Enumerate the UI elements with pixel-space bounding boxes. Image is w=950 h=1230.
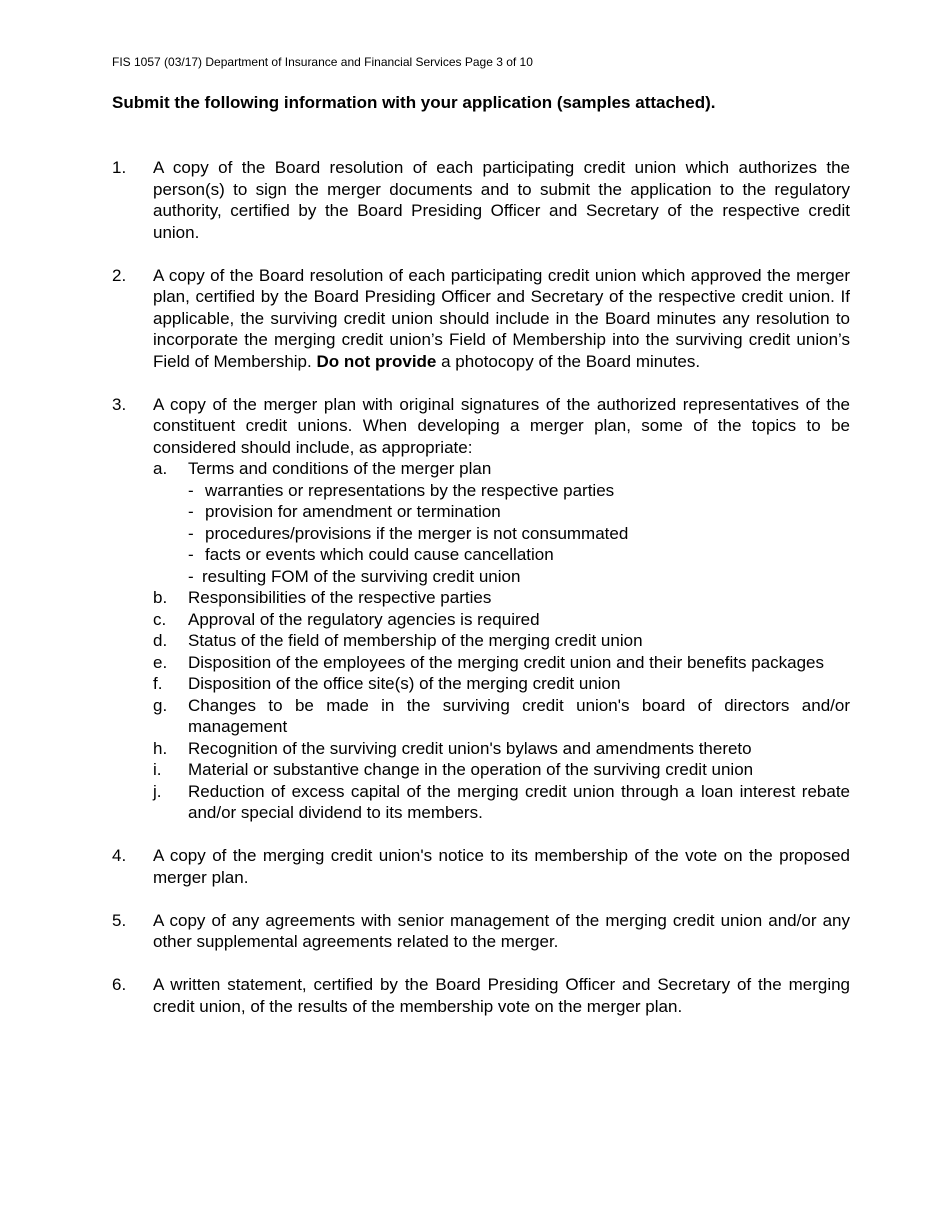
dash-item	[188, 544, 850, 566]
dash-item-text: resulting FOM of the surviving credit union	[202, 566, 521, 586]
sub-item-letter: g.	[153, 695, 168, 715]
sub-item-letter: e.	[153, 652, 168, 672]
sub-item-text: Disposition of the office site(s) of the merging credit union	[188, 674, 621, 693]
dash-item-text: facts or events which could cause cancellation	[205, 545, 554, 564]
dash-bullet: -	[188, 480, 194, 500]
sub-item-text: Responsibilities of the respective parties	[188, 588, 492, 607]
item-number: 4.	[112, 846, 127, 865]
sub-item-letter: h.	[153, 738, 168, 758]
instructions-heading: Submit the following information with your application (samples attached).	[112, 93, 716, 112]
dash-item	[188, 501, 850, 523]
sub-item-letter: a.	[153, 459, 168, 478]
list-item	[112, 157, 850, 243]
list-item	[112, 974, 850, 1017]
sub-item-letter: d.	[153, 631, 168, 650]
item-number: 6.	[112, 975, 127, 994]
emphasis-text: Do not provide	[316, 351, 437, 371]
requirements-list	[112, 157, 850, 1039]
sub-list-item	[153, 781, 850, 824]
dash-item	[188, 480, 850, 502]
sub-item-text: Material or substantive change in the operation of the surviving credit union	[188, 760, 754, 779]
item-number: 5.	[112, 910, 127, 930]
sub-item-text: Disposition of the employees of the merging credit union and their benefits packages	[188, 652, 824, 672]
sub-item-text: Recognition of the surviving credit union's bylaws and amendments thereto	[188, 738, 752, 758]
sub-list-item	[153, 630, 850, 652]
item-text: A copy of any agreements with senior management of the merging credit union and/or any other supplemental agreements related to the merger.	[153, 910, 850, 951]
item-number: 1.	[112, 158, 127, 177]
sub-list-item	[153, 609, 850, 631]
sub-item-text: Reduction of excess capital of the merging credit union through a loan interest rebate and/or special dividend to its members.	[188, 781, 850, 822]
item-number: 2.	[112, 265, 127, 285]
sub-list-item	[153, 458, 850, 587]
item-text: A copy of the Board resolution of each participating credit union which authorizes the person(s) to sign the merger documents and to submit the application to the regulatory authority, certified by the Board Presiding Officer and Secretary of the respective credit union.	[153, 158, 850, 242]
sub-list-item	[153, 695, 850, 738]
dash-item	[188, 523, 850, 545]
item-text-part: a photocopy of the Board minutes.	[436, 351, 701, 371]
sub-item-letter: f.	[153, 674, 163, 693]
dash-bullet: -	[188, 566, 194, 586]
dash-item-text: warranties or representations by the respective parties	[205, 480, 615, 500]
sub-list-item	[153, 652, 850, 674]
item-text: A copy of the merging credit union's notice to its membership of the vote on the proposed merger plan.	[153, 846, 850, 887]
list-item	[112, 265, 850, 373]
item-text-part: A copy of the Board resolution of each participating credit union which approved the merger plan, certified by the Board Presiding Officer and Secretary of the respective credit union. If applicable, the surviving credit union should include in the Board minutes any resolution to incorporate the merging credit union’s Field of Membership into the surviving credit union’s Field of Membership.	[153, 265, 850, 371]
sub-item-text: Changes to be made in the surviving credit union's board of directors and/or management	[188, 695, 850, 736]
sub-item-letter: j.	[153, 781, 162, 801]
list-item	[112, 394, 850, 824]
sub-item-letter: b.	[153, 588, 168, 607]
sub-item-letter: i.	[153, 760, 162, 779]
dash-bullet: -	[188, 545, 194, 564]
terms-detail-list	[188, 480, 850, 588]
dash-bullet: -	[188, 502, 194, 521]
sub-item-text: Approval of the regulatory agencies is required	[188, 609, 540, 629]
list-item	[112, 910, 850, 953]
sub-item-letter: c.	[153, 609, 167, 629]
dash-bullet: -	[188, 523, 194, 543]
form-header: FIS 1057 (03/17) Department of Insurance and Financial Services Page 3 of 10	[112, 55, 533, 69]
sub-list-item	[153, 738, 850, 760]
dash-item-text: provision for amendment or termination	[205, 502, 501, 521]
item-number: 3.	[112, 394, 127, 414]
item-text: A copy of the merger plan with original signatures of the authorized representatives of the constituent credit unions. When developing a merger plan, some of the topics to be considered should include, as appropriate:	[153, 394, 850, 457]
sub-list-item	[153, 587, 850, 609]
item-text	[153, 265, 850, 373]
sub-item-text: Terms and conditions of the merger plan	[188, 459, 492, 478]
sub-list-item	[153, 759, 850, 781]
list-item	[112, 845, 850, 888]
dash-item-text: procedures/provisions if the merger is not consummated	[205, 523, 629, 543]
dash-item	[188, 566, 850, 588]
sub-item-text: Status of the field of membership of the merging credit union	[188, 631, 643, 650]
item-text: A written statement, certified by the Board Presiding Officer and Secretary of the merging credit union, of the results of the membership vote on the merger plan.	[153, 975, 850, 1016]
sub-list-item	[153, 673, 850, 695]
merger-plan-topics	[153, 458, 850, 824]
